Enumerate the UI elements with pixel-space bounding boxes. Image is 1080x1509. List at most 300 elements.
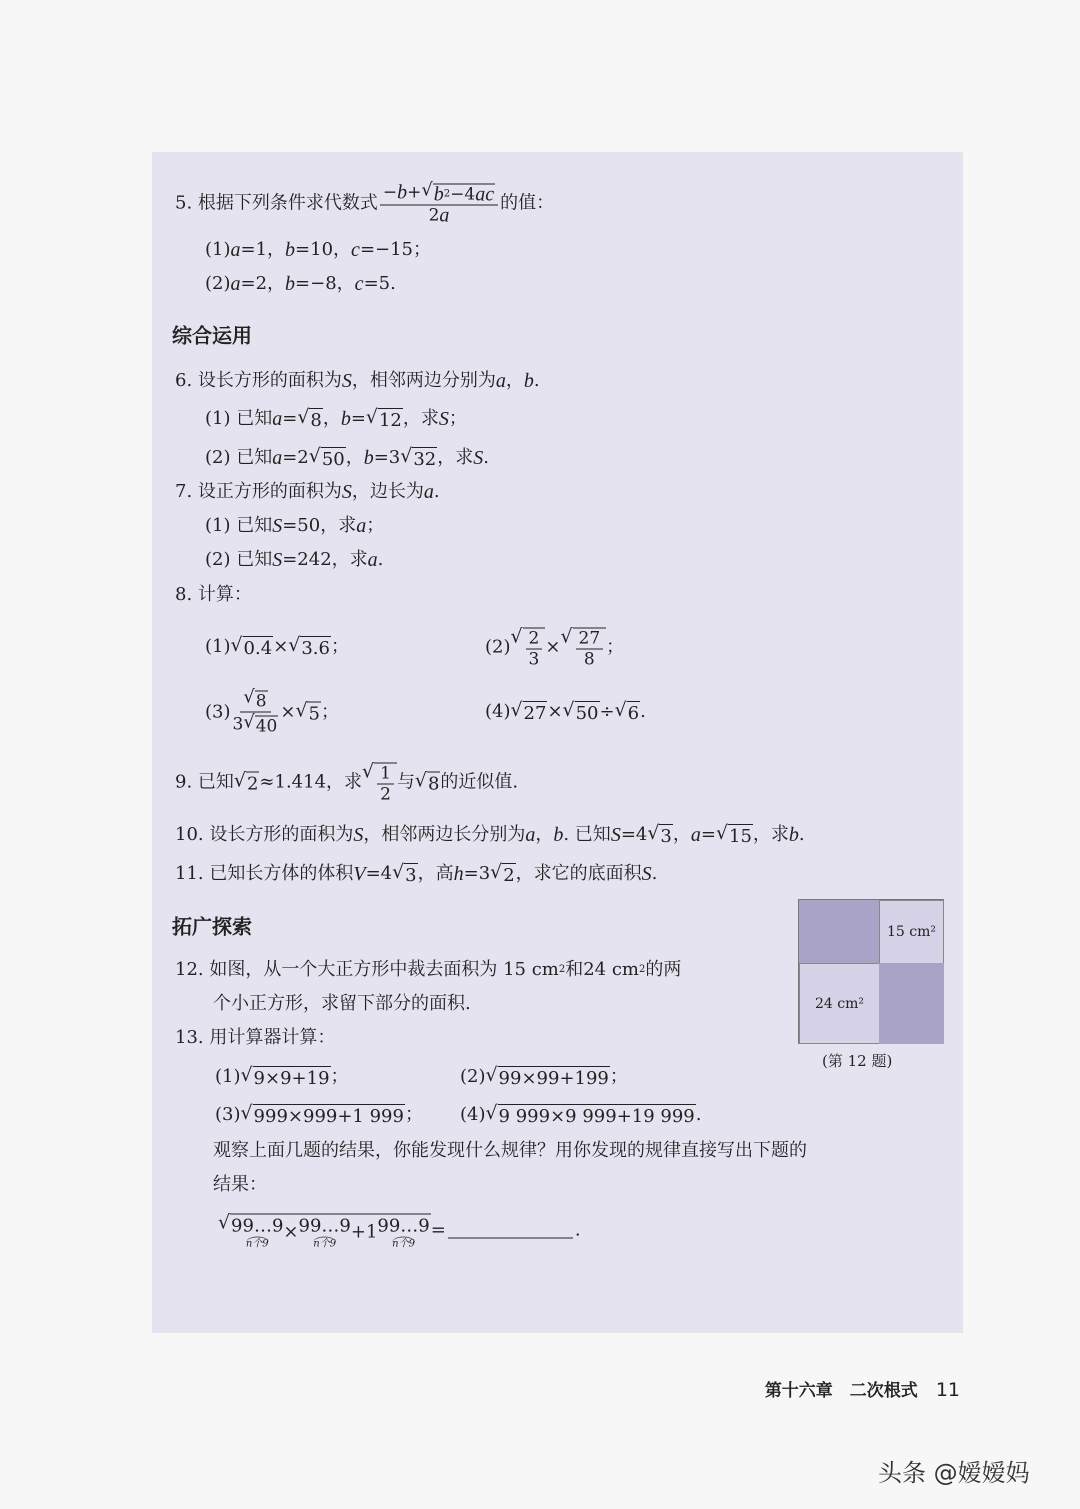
square-root <box>288 633 331 661</box>
question-5-part-2 <box>205 272 396 296</box>
square-root <box>241 1101 405 1129</box>
figure-caption: (第 12 题) <box>822 1052 893 1070</box>
math-variable: a <box>356 515 367 537</box>
math-variable: c <box>351 239 360 261</box>
square-root <box>243 688 267 712</box>
radicand <box>255 691 268 712</box>
square-root <box>511 698 548 726</box>
text: 的两 <box>645 959 682 980</box>
text: − <box>382 182 398 203</box>
text: 7. 设正方形的面积为 <box>175 481 342 502</box>
text: ，求 <box>437 447 474 468</box>
question-6-part-2 <box>205 444 489 472</box>
radicand <box>659 824 672 849</box>
square-root <box>647 821 673 849</box>
square-root <box>366 405 403 433</box>
text: . <box>483 447 489 468</box>
text: ； <box>606 636 625 657</box>
math-variable: b <box>285 273 296 295</box>
question-7-part-2 <box>205 548 383 572</box>
text: ； <box>448 408 467 429</box>
text: (1) <box>215 1066 241 1087</box>
answer-blank[interactable] <box>448 1222 573 1239</box>
denominator <box>380 785 391 805</box>
square-root <box>615 698 641 726</box>
radical-sign: √ <box>490 861 503 883</box>
text: ； <box>320 701 339 722</box>
question-13-part-1 <box>215 1063 349 1091</box>
text: =2 <box>282 447 309 468</box>
text: 2 <box>503 865 515 886</box>
math-variable: b <box>340 408 351 430</box>
square-root <box>241 1063 331 1091</box>
fraction <box>377 764 394 805</box>
radical-sign: √ <box>562 699 575 721</box>
text: (2) 已知 <box>205 447 273 468</box>
text: (3) <box>215 1104 241 1125</box>
text: ； <box>404 1104 423 1125</box>
radicand <box>573 628 607 670</box>
radicand <box>728 824 753 849</box>
question-13-result-label <box>213 1173 267 1197</box>
radical-sign: √ <box>308 445 321 467</box>
radical-sign: √ <box>560 625 573 648</box>
text: =4 <box>365 863 393 884</box>
text: 9. 已知 <box>175 771 234 792</box>
text: ，求它的底面积 <box>515 863 642 884</box>
fraction <box>576 629 604 670</box>
math-variable: S <box>341 370 352 392</box>
text: 8 <box>427 773 440 794</box>
question-6 <box>175 369 540 393</box>
math-variable: b <box>363 447 374 469</box>
radical-sign: √ <box>485 1064 498 1086</box>
math-variable: a <box>439 204 450 227</box>
radical-sign: √ <box>647 822 660 844</box>
watermark: 头条 @嫒嫒妈 <box>878 1459 1030 1487</box>
question-8 <box>175 583 252 607</box>
text: = <box>430 1219 446 1240</box>
square-15 <box>879 900 944 964</box>
math-variable: S <box>272 515 283 537</box>
question-8-part-2 <box>485 625 624 670</box>
radical-sign: √ <box>392 861 405 883</box>
question-13-part-2 <box>460 1063 628 1091</box>
square-root <box>295 698 321 726</box>
radical-sign: √ <box>295 699 308 721</box>
numerator <box>576 629 604 650</box>
text: =3 <box>463 863 491 884</box>
text: ，高 <box>417 863 454 884</box>
question-12-line-1 <box>175 958 681 982</box>
numerator <box>377 764 394 785</box>
text: 12. 如图，从一个大正方形中裁去面积为 15 cm <box>175 959 559 980</box>
underbrace <box>299 1215 351 1250</box>
text: ，相邻两边长分别为 <box>363 824 526 845</box>
square-root <box>243 713 278 737</box>
question-12-line-2 <box>213 992 471 1016</box>
radical-sign: √ <box>715 822 728 844</box>
text: 32 <box>413 449 437 470</box>
question-5-part-1 <box>205 238 431 262</box>
text: 2 <box>380 784 391 805</box>
radicand <box>404 863 417 888</box>
math-variable: S <box>473 447 484 469</box>
text: 与 <box>396 771 415 792</box>
math-variable: S <box>641 863 652 885</box>
radicand <box>374 763 397 805</box>
question-5 <box>175 181 554 226</box>
text: . <box>533 370 540 391</box>
text: ÷ <box>599 701 615 722</box>
text: =1， <box>240 239 286 260</box>
math-variable: a <box>230 273 241 295</box>
text: ， <box>322 408 341 429</box>
text: ， <box>505 370 524 391</box>
text: 观察上面几题的结果，你能发现什么规律？用你发现的规律直接写出下题的 <box>213 1140 807 1161</box>
math-variable: a <box>423 481 434 503</box>
text: 6. 设长方形的面积为 <box>175 370 342 391</box>
text: 11. 已知长方体的体积 <box>175 863 354 884</box>
square-root <box>486 1063 610 1091</box>
square-root <box>511 625 546 670</box>
radical-sign: √ <box>510 699 523 721</box>
fraction <box>526 629 543 670</box>
radical-sign: √ <box>230 634 243 656</box>
radicand <box>433 184 495 205</box>
math-variable: a <box>230 239 241 261</box>
radicand <box>575 701 600 726</box>
square-root <box>362 760 397 805</box>
question-13-formula <box>218 1211 581 1250</box>
text: 12 <box>378 410 402 431</box>
text: 3 <box>405 865 417 886</box>
text: × <box>545 636 561 657</box>
numerator <box>240 688 270 713</box>
radical-sign: √ <box>485 1102 498 1124</box>
text: = <box>282 408 298 429</box>
radicand <box>627 701 640 726</box>
underbrace-digits: 99…9 <box>298 1215 351 1237</box>
radicand <box>498 1104 696 1129</box>
radical-sign: √ <box>400 445 413 467</box>
math-variable: a <box>272 408 283 430</box>
text: = <box>350 408 366 429</box>
question-7 <box>175 480 440 504</box>
numerator <box>380 181 498 206</box>
text: × <box>283 1221 299 1242</box>
text: 99×99+199 <box>498 1068 609 1089</box>
text: 结果： <box>213 1174 267 1195</box>
page-footer <box>765 1376 960 1401</box>
section-heading-comprehensive: 综合运用 <box>172 323 252 348</box>
text: ； <box>330 1066 349 1087</box>
text: (1) <box>205 636 231 657</box>
underbrace-digits: 99…9 <box>231 1215 284 1237</box>
text: 3 <box>528 649 540 670</box>
radicand <box>523 701 548 726</box>
text: (1) 已知 <box>205 515 273 536</box>
radicand <box>523 628 546 670</box>
text: (2) <box>205 273 231 294</box>
radical-sign: √ <box>414 769 427 791</box>
text: =−15； <box>359 239 432 260</box>
question-10 <box>175 821 805 849</box>
underbrace-label: n个9 <box>392 1238 415 1250</box>
radicand <box>427 771 440 796</box>
radicand <box>412 447 437 472</box>
remaining-area-top <box>799 900 880 964</box>
text: . <box>695 1104 702 1125</box>
square-24 <box>799 963 880 1044</box>
text: 8 <box>583 649 595 670</box>
text: =5. <box>363 273 396 294</box>
math-variable: V <box>353 863 366 885</box>
text: (2) <box>460 1066 486 1087</box>
radicand <box>309 408 322 433</box>
radicand <box>246 771 259 796</box>
text: × <box>273 636 289 657</box>
square-24-label: 24 cm² <box>815 995 864 1012</box>
text: . <box>377 549 384 570</box>
text: . <box>798 824 805 845</box>
radical-sign: √ <box>243 686 255 708</box>
underbrace-digits: 99…9 <box>377 1215 430 1237</box>
text: =−8， <box>295 273 355 294</box>
math-variable: ac <box>475 183 495 206</box>
text: (2) 已知 <box>205 549 273 570</box>
math-variable: a <box>495 370 506 392</box>
text: 27 <box>523 703 547 724</box>
text: ，求 <box>752 824 789 845</box>
text: +1 <box>350 1221 378 1242</box>
denominator <box>529 650 540 670</box>
math-variable: S <box>438 408 449 430</box>
text: 3.6 <box>301 638 330 659</box>
square-root <box>415 768 441 796</box>
radicand <box>502 863 515 888</box>
square-root <box>218 1211 431 1250</box>
text: (4) <box>460 1104 486 1125</box>
superscript: 2 <box>558 964 566 975</box>
math-variable: a <box>367 549 378 571</box>
text: ， <box>672 824 691 845</box>
text: (2) <box>485 636 511 657</box>
square-root <box>560 625 606 670</box>
radical-sign: √ <box>297 406 310 428</box>
radical-sign: √ <box>218 1211 231 1234</box>
math-variable: b <box>397 181 408 204</box>
square-root <box>421 181 495 205</box>
question-9 <box>175 760 518 805</box>
text: =10， <box>295 239 352 260</box>
radical-sign: √ <box>421 179 433 201</box>
text: . <box>651 863 658 884</box>
math-variable: c <box>354 273 364 295</box>
question-11 <box>175 860 657 888</box>
math-variable: S <box>341 481 352 503</box>
radical-sign: √ <box>240 1064 253 1086</box>
question-8-part-3 <box>205 688 339 737</box>
text: 50 <box>575 703 599 724</box>
radicand <box>243 636 274 661</box>
text: 2 <box>428 205 440 226</box>
text: . <box>574 1219 581 1240</box>
radicand <box>253 1104 405 1129</box>
radicand <box>230 1214 431 1250</box>
underbrace <box>377 1215 429 1250</box>
text: 6 <box>627 703 640 724</box>
math-variable: S <box>610 824 621 846</box>
radical-sign: √ <box>240 1102 253 1124</box>
math-variable: S <box>353 824 364 846</box>
text: ，求 <box>402 408 439 429</box>
radical-sign: √ <box>288 634 301 656</box>
radicand <box>378 408 403 433</box>
text: 的值： <box>500 192 555 213</box>
superscript: 2 <box>639 964 646 975</box>
denominator <box>233 713 279 737</box>
square-root <box>486 1101 696 1129</box>
text: = <box>700 824 716 845</box>
math-variable: b <box>285 239 296 261</box>
denominator <box>584 650 595 670</box>
text: 8. 计算： <box>175 584 252 605</box>
math-variable: b <box>553 824 564 846</box>
underbrace-label: n个9 <box>245 1238 269 1250</box>
radicand <box>321 447 346 472</box>
square-root <box>490 860 516 888</box>
underbrace-label: n个9 <box>313 1238 337 1250</box>
square-root <box>309 444 346 472</box>
text: =242，求 <box>282 549 368 570</box>
math-variable: a <box>690 824 701 846</box>
text: ，边长为 <box>351 481 424 502</box>
text: ； <box>609 1066 628 1087</box>
text: 15 <box>729 826 752 847</box>
math-variable: a <box>272 447 283 469</box>
square-root <box>234 768 260 796</box>
page-number: 11 <box>935 1379 960 1401</box>
text: =2， <box>240 273 286 294</box>
text: 27 <box>578 628 601 649</box>
text: . <box>640 701 646 722</box>
question-13-part-3 <box>215 1101 423 1129</box>
text: 13. 用计算器计算： <box>175 1027 336 1048</box>
underbrace <box>231 1215 283 1250</box>
text: =3 <box>373 447 401 468</box>
text: 2 <box>528 628 540 649</box>
text: =50，求 <box>282 515 357 536</box>
question-13 <box>175 1026 335 1050</box>
text: (1) <box>205 239 231 260</box>
text: 5. 根据下列条件求代数式 <box>175 192 378 213</box>
math-variable: b <box>433 183 444 206</box>
text: 的近似值. <box>440 771 519 792</box>
text: . 已知 <box>563 824 611 845</box>
text: ， <box>345 447 364 468</box>
text: × <box>547 701 563 722</box>
text: 3 <box>232 714 244 735</box>
text: 8 <box>310 410 322 431</box>
numerator <box>526 629 543 650</box>
superscript: 2 <box>443 188 451 200</box>
radical-sign: √ <box>243 711 255 733</box>
section-heading-extend: 拓广探索 <box>172 914 252 939</box>
denominator <box>429 206 450 226</box>
text: 5 <box>308 703 320 724</box>
square-15-label: 15 cm² <box>887 924 936 940</box>
math-variable: b <box>523 370 534 392</box>
text: 9 999×9 999+19 999 <box>498 1106 695 1127</box>
radicand <box>498 1066 610 1091</box>
square-root <box>297 405 323 433</box>
text: (3) <box>205 701 231 722</box>
fraction <box>380 181 498 226</box>
square-root <box>563 698 600 726</box>
text: =4 <box>620 824 648 845</box>
radicand <box>307 701 320 726</box>
text: 和24 cm <box>565 959 639 980</box>
text: 10. 设长方形的面积为 <box>175 824 354 845</box>
text: . <box>433 481 440 502</box>
text: (1) 已知 <box>205 408 273 429</box>
text: 9×9+19 <box>253 1068 330 1089</box>
remaining-area-bottom <box>879 963 944 1044</box>
question-8-part-1 <box>205 633 349 661</box>
radical-sign: √ <box>362 760 375 783</box>
text: × <box>280 701 296 722</box>
text: ，相邻两边分别为 <box>351 370 496 391</box>
question-7-part-1 <box>205 514 384 538</box>
text: 3 <box>660 826 672 847</box>
chapter-title: 第十六章 二次根式 <box>764 1381 918 1401</box>
text: 8 <box>255 691 267 712</box>
radical-sign: √ <box>233 769 246 791</box>
text: 40 <box>255 716 278 737</box>
question-8-part-4 <box>485 698 646 726</box>
radicand <box>300 636 331 661</box>
question-13-observe <box>213 1139 807 1163</box>
text: 1 <box>380 763 391 784</box>
text: 0.4 <box>243 638 273 659</box>
text: 个小正方形，求留下部分的面积. <box>213 993 471 1014</box>
question-6-part-1 <box>205 405 467 433</box>
text: −4 <box>450 184 476 205</box>
square-root <box>400 444 437 472</box>
square-root <box>392 860 418 888</box>
square-root <box>231 633 274 661</box>
math-variable: a <box>525 824 536 846</box>
fraction <box>233 688 279 737</box>
text: 2 <box>246 773 259 794</box>
radical-sign: √ <box>365 406 378 428</box>
text: (4) <box>485 701 511 722</box>
text: 50 <box>321 449 345 470</box>
math-variable: S <box>272 549 283 571</box>
radicand <box>255 716 279 737</box>
text: ； <box>366 515 385 536</box>
math-variable: h <box>453 863 464 885</box>
text: + <box>407 182 422 203</box>
radicand <box>253 1066 331 1091</box>
text: 999×999+1 999 <box>253 1106 404 1127</box>
text: ， <box>535 824 554 845</box>
radical-sign: √ <box>614 699 627 721</box>
square-root <box>716 821 753 849</box>
question-13-part-4 <box>460 1101 702 1129</box>
radical-sign: √ <box>510 625 523 648</box>
